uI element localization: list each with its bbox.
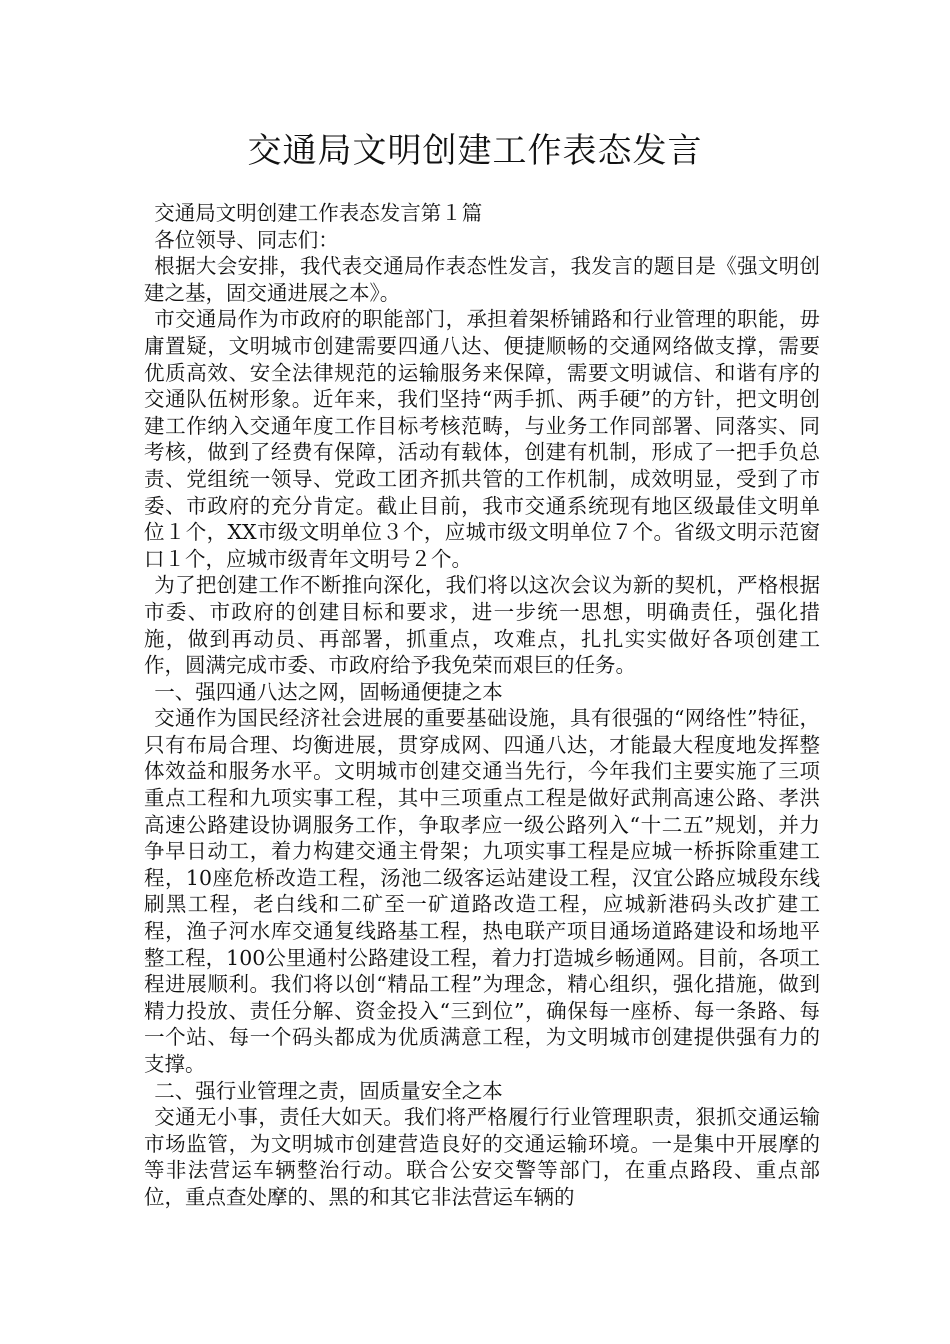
paragraph: 为了把创建工作不断推向深化，我们将以这次会议为新的契机，严格根据市委、市政府的创建目标和要求，进一步统一思想，明确责任，强化措施，做到再动员、再部署，抓重点，攻难点，扎扎实实做好各项创建工作，圆满完成市委、市政府给予我免荣而艰巨的任务。 <box>144 573 820 678</box>
paragraph: 交通无小事，责任大如天。我们将严格履行行业管理职责，狠抓交通运输市场监管，为文明城市创建营造良好的交通运输环境。一是集中开展摩的等非法营运车辆整治行动。联合公安交警等部门，在重点路段、重点部位，重点查处摩的、黑的和其它非法营运车辆的 <box>144 1105 820 1209</box>
paragraph: 根据大会安排，我代表交通局作表态性发言，我发言的题目是《强文明创建之基，固交通进展之本》。 <box>144 254 820 305</box>
section-heading: 二、强行业管理之责，固质量安全之本 <box>154 1078 503 1103</box>
document-body <box>144 200 820 1211</box>
section-heading: 交通局文明创建工作表态发言第１篇 <box>154 201 483 225</box>
section-heading: 一、强四通八达之网，固畅通便捷之本 <box>154 679 503 704</box>
salutation: 各位领导、同志们： <box>154 227 339 252</box>
document-title: 交通局文明创建工作表态发言 <box>247 131 703 171</box>
paragraph: 交通作为国民经济社会进展的重要基础设施，具有很强的“网络性”特征，只有布局合理、均衡进展，贯穿成网、四通八达，才能最大程度地发挥整体效益和服务水平。文明城市创建交通当先行，今年我们主要实施了三项重点工程和九项实事工程，其中三项重点工程是做好武荆高速公路、孝洪高速公路建设协调服务工作，争取孝应一级公路列入“十二五”规划，并力争早日动工，着力构建交通主骨架；九项实事工程是应城一桥拆除重建工程，10座危桥改造工程，汤池二级客运站建设工程，汉宜公路应城段东线刷黑工程，老白线和二矿至一矿道路改造工程，应城新港码头改扩建工程，渔子河水库交通复线路基工程，热电联产项目通场道路建设和场地平整工程，100公里通村公路建设工程，着力打造城乡畅通网。目前，各项工程进展顺利。我们将以创“精品工程”为理念，精心组织，强化措施，做到精力投放、责任分解、资金投入“三到位”，确保每一座桥、每一条路、每一个站、每一个码头都成为优质满意工程，为文明城市创建提供强有力的支撑。 <box>144 706 820 1076</box>
paragraph: 市交通局作为市政府的职能部门，承担着架桥铺路和行业管理的职能，毋庸置疑，文明城市创建需要四通八达、便捷顺畅的交通网络做支撑，需要优质高效、安全法律规范的运输服务来保障，需要文明诚信、和谐有序的交通队伍树形象。近年来，我们坚持“两手抓、两手硬”的方针，把文明创建工作纳入交通年度工作目标考核范畴，与业务工作同部署、同落实、同考核，做到了经费有保障，活动有载体，创建有机制，形成了一把手负总责、党组统一领导、党政工团齐抓共管的工作机制，成效明显，受到了市委、市政府的充分肯定。截止目前，我市交通系统现有地区级最佳文明单位１个，XX市级文明单位３个，应城市级文明单位７个。省级文明示范窗口１个，应城市级青年文明号２个。 <box>144 307 820 571</box>
